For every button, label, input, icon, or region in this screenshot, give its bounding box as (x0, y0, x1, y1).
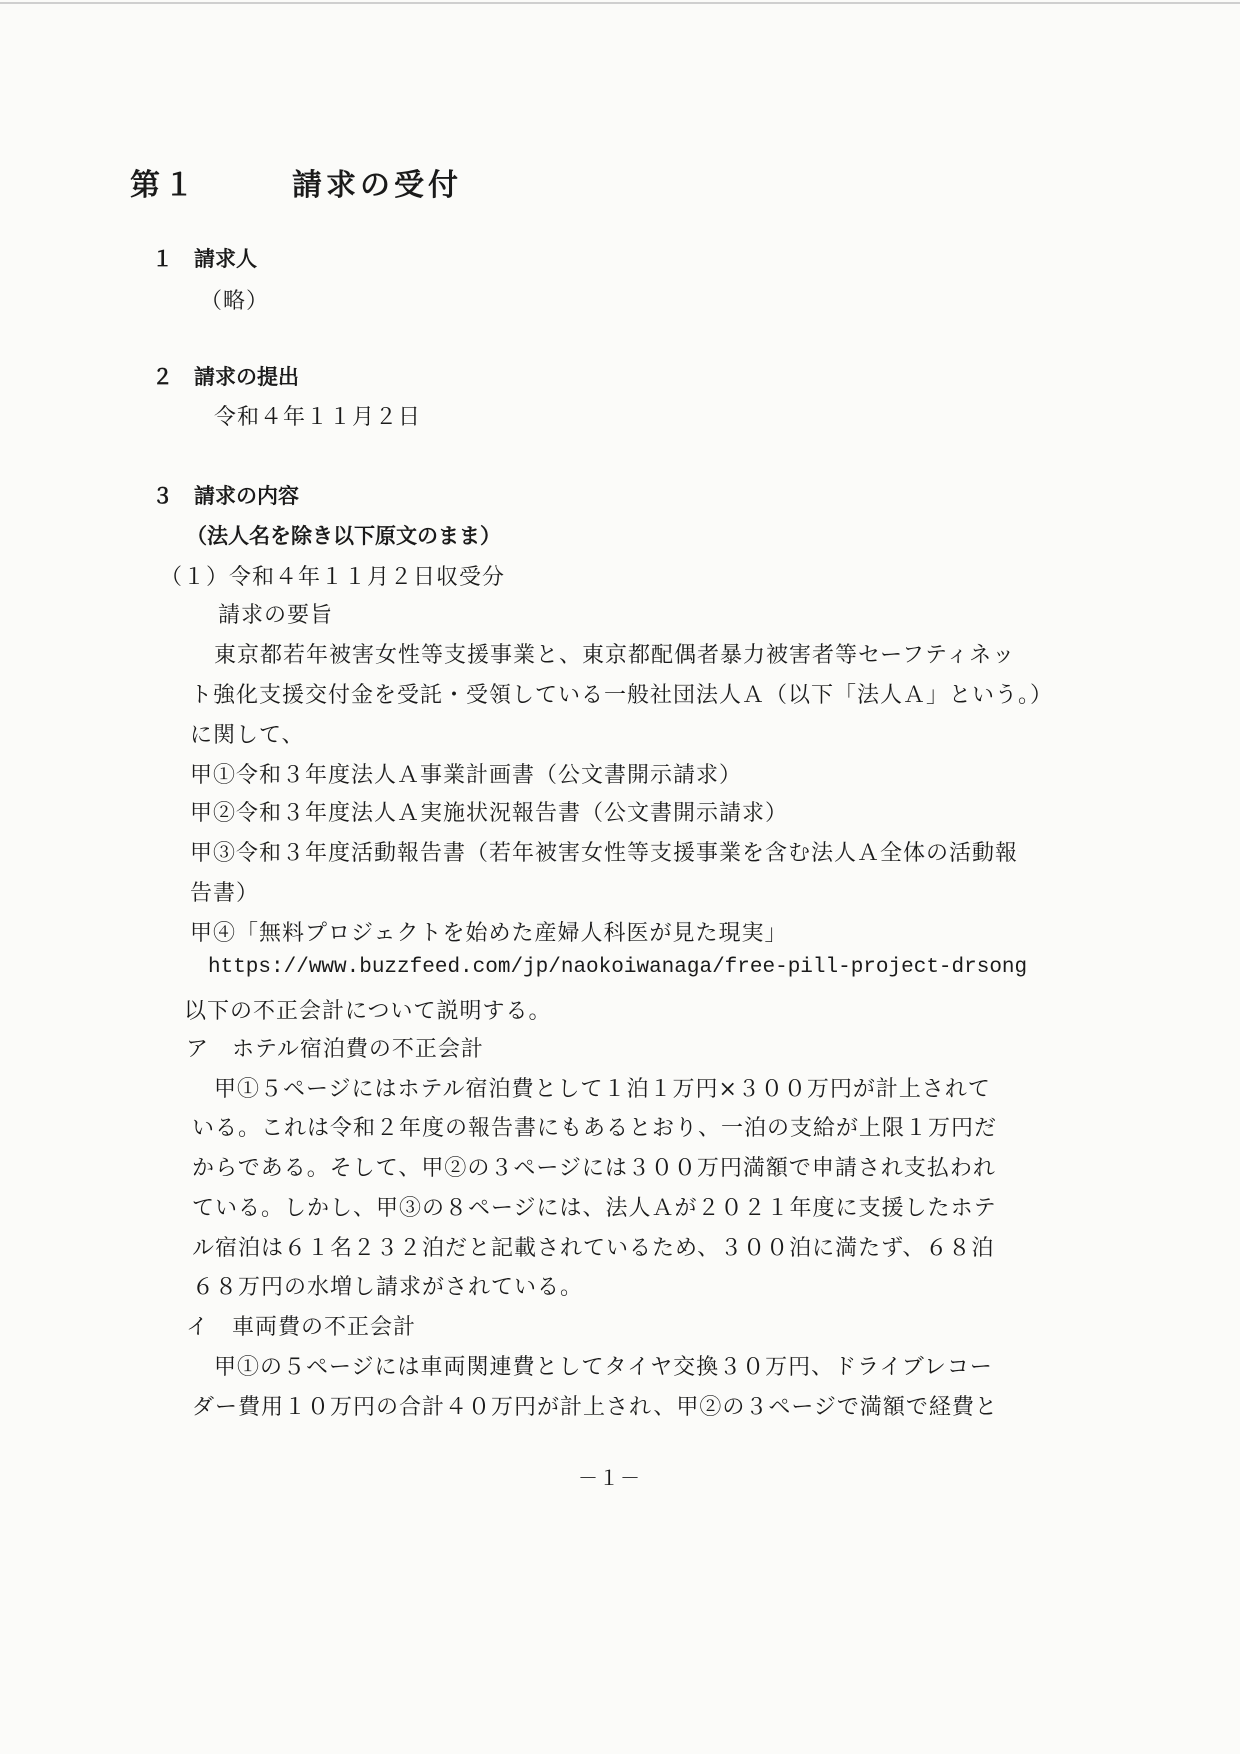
exhibit-4-url: https://www.buzzfeed.com/jp/naokoiwanaga/free-pill-project-drsong (208, 956, 1028, 979)
item-1-label: （１）令和４年１１月２日収受分 (160, 565, 506, 590)
body-line: からである。そして、甲②の３ページには３００万円満額で申請され支払われ (192, 1156, 996, 1181)
section-2-title: 請求の提出 (194, 365, 299, 389)
section-3-note: （法人名を除き以下原文のまま） (186, 524, 501, 548)
page-number: －１－ (578, 1466, 641, 1490)
body-line: 以下の不正会計について説明する。 (184, 999, 552, 1024)
body-line: ト強化支援交付金を受託・受領している一般社団法人Ａ（以下「法人Ａ」という。） (190, 683, 1054, 708)
section-1-title: 請求人 (194, 247, 257, 271)
section-2-number: ２ (152, 365, 173, 389)
section-1-body: （略） (200, 289, 270, 314)
submission-date: 令和４年１１月２日 (214, 405, 422, 430)
exhibit-1: 甲①令和３年度法人Ａ事業計画書（公文書開示請求） (190, 763, 743, 788)
chapter-title: 請求の受付 (292, 168, 462, 203)
summary-heading: 請求の要旨 (218, 603, 334, 628)
exhibit-2: 甲②令和３年度法人Ａ実施状況報告書（公文書開示請求） (190, 801, 789, 826)
subsection-i-label: イ 車両費の不正会計 (186, 1315, 417, 1340)
body-line: ６８万円の水増し請求がされている。 (192, 1275, 584, 1300)
scan-edge-line (0, 2, 1240, 4)
body-line: 甲①の５ページには車両関連費としてタイヤ交換３０万円、ドライブレコー (214, 1355, 993, 1380)
exhibit-3: 甲③令和３年度活動報告書（若年被害女性等支援事業を含む法人Ａ全体の活動報 (190, 841, 1019, 866)
section-3-title: 請求の内容 (194, 484, 299, 508)
section-1-number: １ (152, 247, 173, 271)
body-line: ダー費用１０万円の合計４０万円が計上され、甲②の３ページで満額で経費と (192, 1395, 998, 1420)
body-line: ている。しかし、甲③の８ページには、法人Ａが２０２１年度に支援したホテ (192, 1196, 997, 1221)
body-line: 甲①５ページにはホテル宿泊費として１泊１万円×３００万円が計上されて (214, 1077, 991, 1102)
exhibit-4: 甲④「無料プロジェクトを始めた産婦人科医が見た現実」 (190, 921, 788, 946)
chapter-number: 第１ (130, 168, 198, 203)
body-line: 東京都若年被害女性等支援事業と、東京都配偶者暴力被害者等セーフティネッ (214, 643, 1016, 668)
body-line: いる。これは令和２年度の報告書にもあるとおり、一泊の支給が上限１万円だ (192, 1116, 998, 1141)
body-line: に関して、 (190, 723, 305, 748)
body-line: ル宿泊は６１名２３２泊だと記載されているため、３００泊に満たず、６８泊 (192, 1236, 995, 1261)
subsection-a-label: ア ホテル宿泊費の不正会計 (186, 1037, 484, 1062)
section-3-number: ３ (152, 484, 173, 508)
exhibit-3-cont: 告書） (190, 881, 260, 906)
